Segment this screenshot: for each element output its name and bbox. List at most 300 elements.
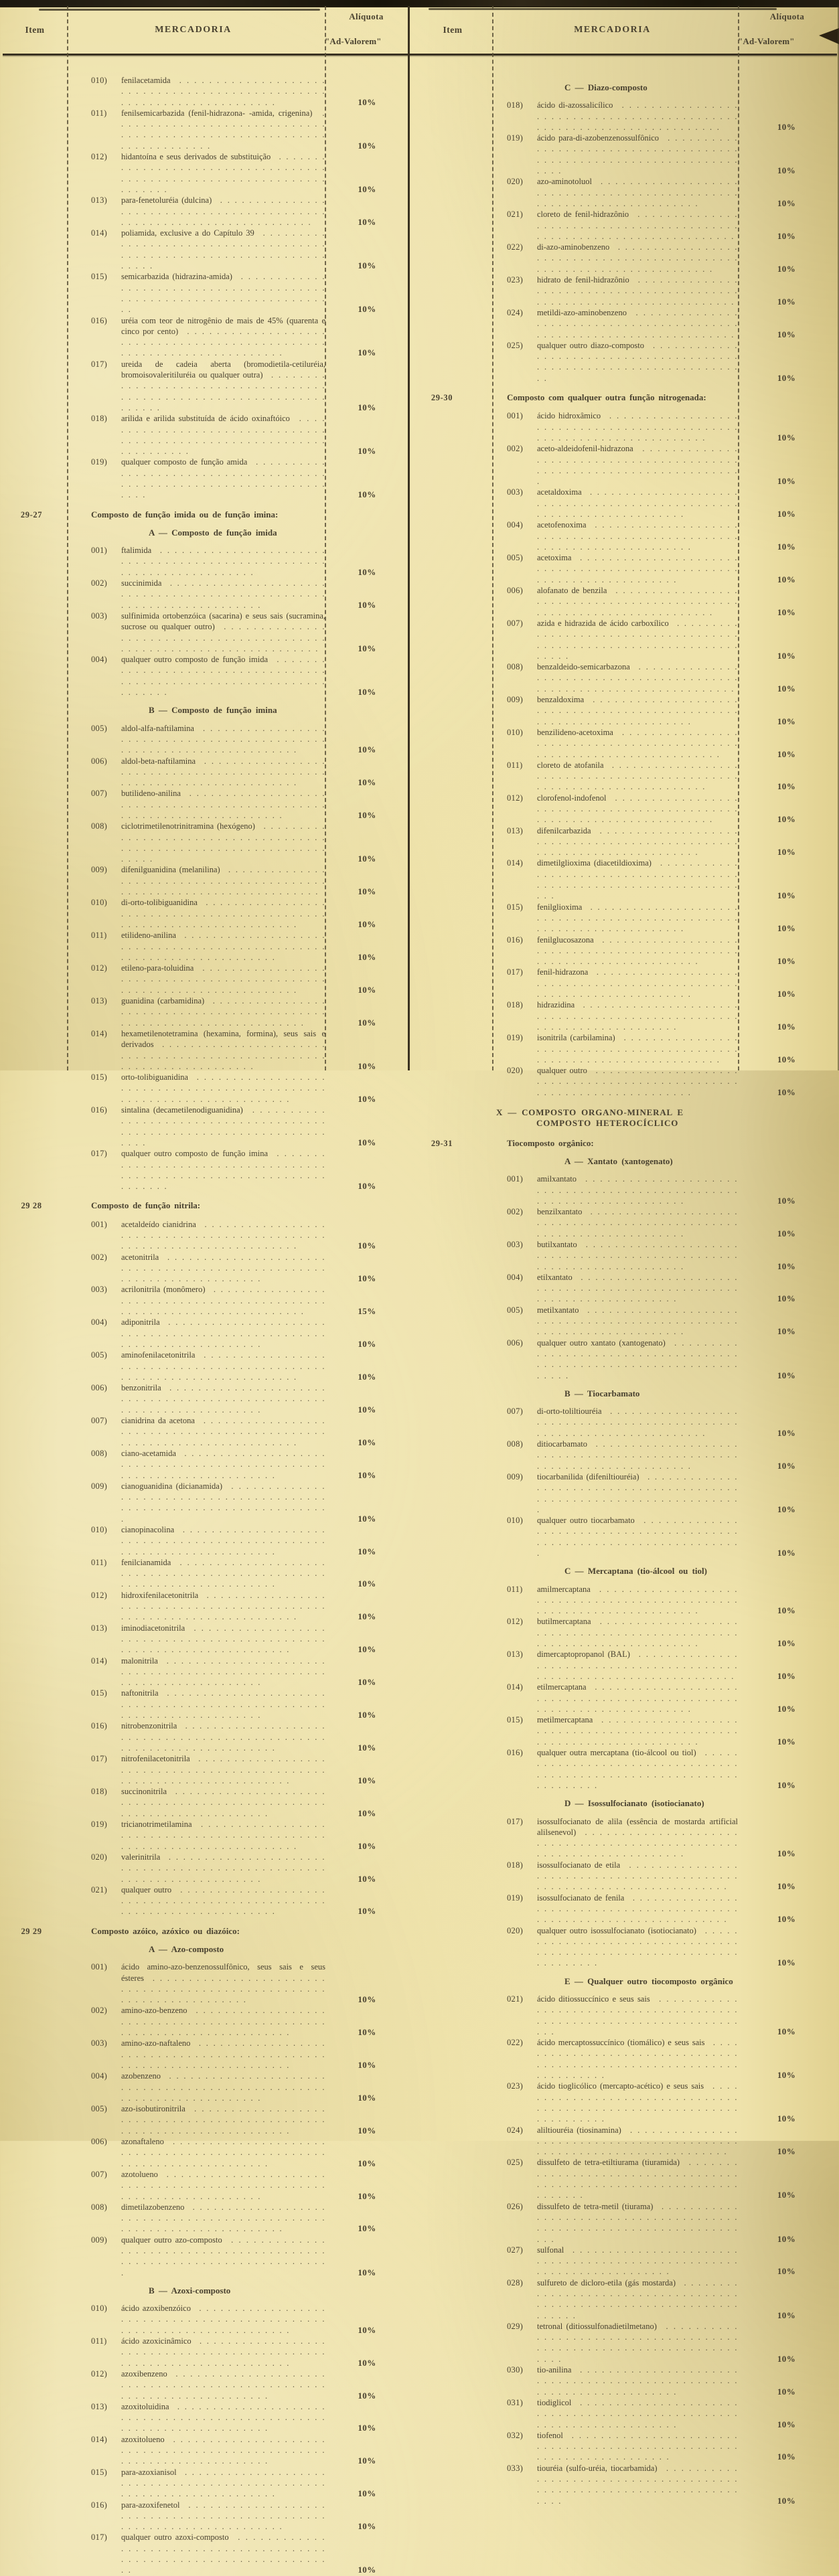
row-description: semicarbazida (hidrazina-amida) . . . xyxy=(121,271,325,315)
row-number: 007) xyxy=(91,2169,108,2179)
row-description: fenilacetamida . . . xyxy=(121,75,325,108)
row-rate: 10% xyxy=(777,989,796,999)
table-row xyxy=(91,1557,408,1590)
row-rate: 10% xyxy=(358,2390,376,2401)
row-description: qualquer outro tiocarbamato . . . xyxy=(537,1515,738,1558)
table-row xyxy=(91,2235,408,2278)
row-description: butilideno-anilina . . . xyxy=(121,788,325,821)
table-row xyxy=(507,176,835,209)
row-description: para-azoxifenetol . . . xyxy=(121,2500,325,2532)
subsection-heading: A — Xantato (xantogenato) xyxy=(564,1155,673,1166)
row-description: difenilcarbazida . . . xyxy=(537,825,738,858)
table-row xyxy=(507,1682,835,1714)
row-rate: 10% xyxy=(358,1611,376,1622)
row-rate: 10% xyxy=(777,1021,796,1032)
right-table xyxy=(413,6,839,2506)
row-number: 021) xyxy=(507,1994,524,2004)
table-row xyxy=(507,793,835,825)
row-description: sulfureto de dicloro-etila (gás mostarda) . . . xyxy=(537,2277,738,2321)
row-rate: 10% xyxy=(358,2158,376,2168)
row-number: 013) xyxy=(507,1649,524,1660)
row-rate: 10% xyxy=(777,2419,796,2429)
row-number: 008) xyxy=(91,2202,108,2212)
table-row xyxy=(91,413,408,457)
row-rate: 10% xyxy=(358,140,376,151)
row-number: 011) xyxy=(91,931,107,941)
row-rate: 10% xyxy=(777,847,796,858)
table-row xyxy=(91,723,408,756)
row-rate: 10% xyxy=(358,1338,376,1349)
row-rate: 10% xyxy=(358,1469,376,1480)
row-description: uréia com teor de nitrogênio de mais de 45% (quarenta e cinco por cento) . . . xyxy=(121,315,325,359)
row-number: 016) xyxy=(91,315,108,325)
row-description: benzilxantato . . . xyxy=(537,1206,738,1239)
row-number: 011) xyxy=(91,1557,107,1567)
row-description: butilxantato . . . xyxy=(537,1239,738,1272)
row-number: 002) xyxy=(507,1207,524,1217)
row-rate: 10% xyxy=(777,121,796,132)
row-rate: 10% xyxy=(358,489,376,500)
row-description: iminodiacetonitrila . . . xyxy=(121,1623,325,1656)
row-rate: 10% xyxy=(777,476,796,487)
row-rate: 10% xyxy=(777,1914,796,1925)
row-rate: 10% xyxy=(777,781,796,792)
row-rate: 10% xyxy=(358,810,376,820)
row-description: ácido azoxicinâmico . . . xyxy=(121,2336,325,2368)
row-rate: 10% xyxy=(358,1710,376,1720)
table-row xyxy=(91,228,408,271)
row-rate: 10% xyxy=(777,508,796,519)
row-rate: 10% xyxy=(777,2451,796,2462)
row-rate: 10% xyxy=(777,230,796,241)
table-row xyxy=(91,315,408,359)
item-heading xyxy=(431,392,835,403)
row-description: azonaftaleno . . . xyxy=(121,2136,325,2169)
item-title: Composto de função imida ou de função imina: xyxy=(91,509,279,519)
row-description: isossulfocianato de fenila . . . xyxy=(537,1893,738,1925)
row-description: ácido ditiossuccínico e seus sais . . . xyxy=(537,1994,738,2037)
table-row xyxy=(507,1994,835,2037)
row-rate: 10% xyxy=(777,1881,796,1892)
row-rate: 10% xyxy=(358,2456,376,2466)
row-number: 015) xyxy=(91,2467,108,2477)
row-description: fenilglioxima . . . xyxy=(537,902,738,935)
row-description: aminofenilacetonitrila . . . xyxy=(121,1350,325,1382)
row-rate: 10% xyxy=(358,566,376,577)
row-description: azoxitoluidina . . . xyxy=(121,2401,325,2434)
row-number: 013) xyxy=(507,825,524,835)
row-description: azida e hidrazida de ácido carboxílico . . . xyxy=(537,618,738,661)
row-description: hidroxifenilacetonitrila . . . xyxy=(121,1590,325,1623)
row-rate: 10% xyxy=(358,2423,376,2433)
row-description: ftalimida . . . xyxy=(121,545,325,578)
row-number: 002) xyxy=(507,444,524,454)
table-row xyxy=(507,1174,835,1206)
row-number: 019) xyxy=(507,133,524,143)
row-rate: 10% xyxy=(358,1437,376,1447)
table-row xyxy=(507,1616,835,1649)
row-description: azotolueno . . . xyxy=(121,2169,325,2202)
row-rate: 10% xyxy=(777,2113,796,2124)
subsection-heading: D — Isossulfocianato (isotiocianato) xyxy=(564,1798,704,1809)
row-number: 007) xyxy=(91,1416,108,1426)
row-description: dimetilazobenzeno . . . xyxy=(121,2202,325,2235)
row-description: amino-azo-naftaleno . . . xyxy=(121,2038,325,2071)
row-description: naftonitrila . . . xyxy=(121,1688,325,1720)
row-number: 004) xyxy=(91,2071,108,2081)
row-rate: 10% xyxy=(358,1240,376,1251)
item-code: 29-30 xyxy=(431,393,453,403)
row-description: fenilcianamida . . . xyxy=(121,1557,325,1590)
table-row xyxy=(91,195,408,228)
table-row xyxy=(91,1884,408,1917)
row-number: 013) xyxy=(91,2401,108,2411)
row-number: 009) xyxy=(507,695,524,705)
row-rate: 10% xyxy=(777,2495,796,2506)
table-row xyxy=(507,1471,835,1515)
table-row xyxy=(507,2463,835,2506)
row-number: 017) xyxy=(91,2532,108,2543)
row-description: sulfonal . . . xyxy=(537,2245,738,2277)
row-description: ácido hidroxâmico . . . xyxy=(537,410,738,443)
row-rate: 10% xyxy=(777,1957,796,1968)
row-number: 006) xyxy=(507,1338,524,1348)
table-row xyxy=(507,999,835,1032)
table-row xyxy=(91,2136,408,2169)
table-row xyxy=(507,1239,835,1272)
table-row xyxy=(91,1448,408,1481)
row-rate: 10% xyxy=(777,2310,796,2320)
row-rate: 10% xyxy=(358,854,376,864)
row-description: nitrofenilacetonitrila . . . xyxy=(121,1753,325,1786)
row-description: acetaldoxima . . . xyxy=(537,487,738,519)
subsection-heading: E — Qualquer outro tiocomposto orgânico xyxy=(564,1976,733,1986)
row-description: clorofenol-indofenol . . . xyxy=(537,793,738,825)
table-row xyxy=(91,1219,408,1252)
row-rate: 10% xyxy=(358,1093,376,1104)
chapter-heading-line: X — COMPOSTO ORGANO-MINERAL E xyxy=(496,1107,684,1118)
row-description: di-orto-tolibiguanidina . . . xyxy=(121,897,325,930)
table-row xyxy=(507,1925,835,1969)
table-row xyxy=(91,2467,408,2500)
table-row xyxy=(507,661,835,694)
row-number: 009) xyxy=(91,2235,108,2245)
row-number: 012) xyxy=(91,1590,108,1600)
table-row xyxy=(91,2401,408,2434)
row-description: acetofenoxima . . . xyxy=(537,519,738,552)
row-description: ácido amino-azo-benzenossulfônico, seus sais e seus ésteres . . . xyxy=(121,1961,325,2005)
row-description: amino-azo-benzeno . . . xyxy=(121,2005,325,2038)
table-row xyxy=(91,151,408,195)
left-table-body xyxy=(3,57,410,2575)
row-rate: 10% xyxy=(777,197,796,208)
table-row xyxy=(507,1893,835,1925)
table-row xyxy=(91,897,408,930)
row-number: 018) xyxy=(507,100,524,110)
row-number: 028) xyxy=(507,2277,524,2287)
row-number: 004) xyxy=(507,520,524,530)
table-row xyxy=(91,788,408,821)
table-row xyxy=(91,271,408,315)
table-row xyxy=(91,1852,408,1884)
row-description: azo-isobutironitrila . . . xyxy=(121,2103,325,2136)
row-rate: 10% xyxy=(358,2565,376,2575)
subsection-heading: B — Tiocarbamato xyxy=(564,1388,640,1398)
row-number: 013) xyxy=(91,996,108,1006)
row-description: dissulfeto de tetra-metil (tiurama) . . . xyxy=(537,2201,738,2245)
row-rate: 10% xyxy=(777,2266,796,2277)
row-description: malonitrila . . . xyxy=(121,1656,325,1688)
row-number: 004) xyxy=(91,1317,108,1327)
table-row xyxy=(91,654,408,698)
row-rate: 10% xyxy=(777,2070,796,2081)
row-rate: 10% xyxy=(358,744,376,755)
row-rate: 10% xyxy=(777,1670,796,1681)
row-description: qualquer outro isossulfocianato (isotiocianato) . . . xyxy=(537,1925,738,1969)
table-row xyxy=(91,2202,408,2235)
row-rate: 10% xyxy=(777,1293,796,1304)
row-rate: 10% xyxy=(358,599,376,610)
row-description: dimetilglioxima (diacetildioxima) . . . xyxy=(537,858,738,901)
row-description: tetronal (ditiossulfonadietilmetano) . . . xyxy=(537,2321,738,2364)
row-rate: 10% xyxy=(358,2190,376,2201)
row-number: 002) xyxy=(91,578,108,588)
row-description: aldol-alfa-naftilamina . . . xyxy=(121,723,325,756)
row-rate: 10% xyxy=(777,1638,796,1649)
row-rate: 10% xyxy=(358,96,376,107)
table-row xyxy=(91,1317,408,1350)
row-rate: 10% xyxy=(358,687,376,698)
row-number: 016) xyxy=(91,1721,108,1731)
row-rate: 10% xyxy=(358,2324,376,2335)
row-number: 008) xyxy=(507,1439,524,1449)
row-number: 004) xyxy=(507,1272,524,1282)
row-number: 029) xyxy=(507,2321,524,2331)
table-row xyxy=(507,2201,835,2245)
item-heading xyxy=(21,1200,408,1211)
table-row xyxy=(91,2532,408,2575)
row-number: 020) xyxy=(507,177,524,187)
item-heading xyxy=(431,1137,835,1149)
row-number: 013) xyxy=(91,1623,108,1633)
row-number: 021) xyxy=(507,210,524,220)
table-row xyxy=(91,2169,408,2202)
row-description: di-azo-aminobenzeno . . . xyxy=(537,242,738,274)
row-number: 015) xyxy=(91,272,108,282)
table-row xyxy=(507,209,835,242)
table-row xyxy=(91,108,408,151)
row-description: para-fenetoluréia (dulcina) . . . xyxy=(121,195,325,228)
row-rate: 10% xyxy=(358,1807,376,1818)
row-number: 032) xyxy=(507,2430,524,2440)
right-table-body xyxy=(413,57,839,2506)
table-row xyxy=(507,1747,835,1791)
row-number: 012) xyxy=(91,152,108,162)
row-number: 005) xyxy=(91,2104,108,2114)
row-rate: 10% xyxy=(777,296,796,307)
row-rate: 10% xyxy=(777,329,796,339)
table-row xyxy=(91,75,408,108)
row-number: 008) xyxy=(91,1448,108,1458)
row-rate: 10% xyxy=(358,304,376,315)
table-row xyxy=(91,2005,408,2038)
table-row xyxy=(91,2103,408,2136)
table-row xyxy=(507,694,835,727)
row-number: 006) xyxy=(507,586,524,596)
row-description: hexametilenotetramina (hexamina, formina), seus sais e derivados . . . xyxy=(121,1028,325,1072)
aliquota-label: Alíquota xyxy=(769,11,805,21)
row-description: qualquer outra mercaptana (tio-álcool ou tiol) . . . xyxy=(537,1747,738,1791)
table-row xyxy=(507,935,835,967)
table-row xyxy=(91,1481,408,1524)
row-number: 022) xyxy=(507,2038,524,2048)
table-row xyxy=(507,1206,835,1239)
row-rate: 10% xyxy=(358,1873,376,1884)
row-rate: 10% xyxy=(358,1579,376,1589)
row-number: 006) xyxy=(91,1383,108,1393)
row-number: 021) xyxy=(91,1884,108,1895)
row-rate: 10% xyxy=(777,1548,796,1558)
item-title: Tiocomposto orgânico: xyxy=(507,1137,594,1148)
table-row xyxy=(507,410,835,443)
table-row xyxy=(507,1032,835,1065)
row-rate: 10% xyxy=(777,541,796,552)
row-description: ácido azoxibenzóico . . . xyxy=(121,2303,325,2336)
row-number: 014) xyxy=(91,228,108,238)
row-description: cloreto de fenil-hidrazônio . . . xyxy=(537,209,738,242)
row-description: azo-aminotoluol . . . xyxy=(537,176,738,209)
row-number: 002) xyxy=(91,1252,108,1262)
table-row xyxy=(507,2081,835,2124)
table-row xyxy=(91,2500,408,2532)
row-rate: 10% xyxy=(358,1677,376,1688)
table-row xyxy=(507,1816,835,1860)
row-number: 017) xyxy=(507,1816,524,1826)
table-row xyxy=(91,1688,408,1720)
row-description: ácido mercaptossuccínico (tiomálico) e seus sais . . . xyxy=(537,2037,738,2081)
table-row xyxy=(507,242,835,274)
row-rate: 10% xyxy=(358,2488,376,2499)
row-description: sintalina (decametilenodiguanidina) . . . xyxy=(121,1105,325,1148)
table-row xyxy=(91,756,408,789)
row-number: 003) xyxy=(507,1239,524,1249)
left-table xyxy=(3,6,410,2575)
row-rate: 10% xyxy=(358,2092,376,2103)
row-description: ciano-acetamida . . . xyxy=(121,1448,325,1481)
row-rate: 10% xyxy=(358,1906,376,1917)
table-row xyxy=(91,963,408,995)
table-row xyxy=(507,2037,835,2081)
table-row xyxy=(507,274,835,307)
row-description: adiponitrila . . . xyxy=(121,1317,325,1350)
row-number: 006) xyxy=(91,756,108,766)
row-rate: 10% xyxy=(358,2521,376,2532)
column-header-mercadoria: MERCADORIA xyxy=(574,24,651,35)
row-number: 005) xyxy=(91,723,108,733)
row-description: acetonitrila . . . xyxy=(121,1252,325,1285)
table-row xyxy=(91,545,408,578)
table-row xyxy=(91,1148,408,1192)
table-row xyxy=(507,100,835,133)
row-description: hidrazidina . . . xyxy=(537,999,738,1032)
row-rate: 10% xyxy=(777,1195,796,1206)
row-rate: 10% xyxy=(777,1370,796,1380)
table-row xyxy=(91,1252,408,1285)
row-description: dissulfeto de tetra-etiltiurama (tiuramida) . . . xyxy=(537,2157,738,2200)
row-number: 025) xyxy=(507,2158,524,2168)
table-row xyxy=(507,307,835,340)
row-description: azoxibenzeno . . . xyxy=(121,2368,325,2401)
row-number: 017) xyxy=(507,967,524,977)
row-description: valerinitrila . . . xyxy=(121,1852,325,1884)
table-row xyxy=(91,1623,408,1656)
row-number: 018) xyxy=(91,1787,108,1797)
table-row xyxy=(91,1720,408,1753)
item-code: 29-27 xyxy=(20,509,43,519)
row-rate: 10% xyxy=(777,1779,796,1790)
row-number: 006) xyxy=(91,2137,108,2147)
row-description: aceto-aldeidofenil-hidrazona . . . xyxy=(537,443,738,487)
row-description: acetaldeído cianidrina . . . xyxy=(121,1219,325,1252)
row-number: 008) xyxy=(507,662,524,672)
row-number: 025) xyxy=(507,340,524,350)
row-number: 008) xyxy=(91,821,108,831)
row-number: 009) xyxy=(91,1481,108,1491)
row-number: 030) xyxy=(507,2365,524,2375)
row-number: 003) xyxy=(507,487,524,497)
row-description: isonitrila (carbilamina) . . . xyxy=(537,1032,738,1065)
table-row xyxy=(507,967,835,999)
row-rate: 10% xyxy=(777,923,796,934)
row-rate: 10% xyxy=(358,260,376,271)
row-description: succinonitrila . . . xyxy=(121,1786,325,1819)
row-rate: 10% xyxy=(358,1546,376,1556)
row-description: etilxantato . . . xyxy=(537,1272,738,1305)
row-number: 014) xyxy=(507,1682,524,1692)
table-row xyxy=(507,1439,835,1471)
row-number: 011) xyxy=(507,760,523,770)
right-table-header xyxy=(413,6,839,54)
row-number: 007) xyxy=(507,1406,524,1417)
table-row xyxy=(507,727,835,760)
row-number: 026) xyxy=(507,2201,524,2211)
row-description: benzonitrila . . . xyxy=(121,1382,325,1415)
row-rate: 10% xyxy=(777,1460,796,1471)
row-number: 005) xyxy=(507,553,524,563)
row-number: 001) xyxy=(507,411,524,421)
row-description: benzilideno-acetoxima . . . xyxy=(537,727,738,760)
table-row xyxy=(507,552,835,585)
row-description: etileno-para-toluidina . . . xyxy=(121,963,325,995)
row-number: 010) xyxy=(91,76,108,85)
row-description: amilmercaptana . . . xyxy=(537,1584,738,1617)
row-description: fenilsemicarbazida (fenil-hidrazona- -amida, crigenina) . . . xyxy=(121,108,325,151)
table-row xyxy=(507,2125,835,2158)
row-description: cianoguanidina (dicianamida) . . . xyxy=(121,1481,325,1524)
row-number: 015) xyxy=(507,902,524,912)
row-number: 017) xyxy=(91,359,108,369)
subsection-heading: B — Composto de função imina xyxy=(149,705,277,716)
row-description: guanidina (carbamidina) . . . xyxy=(121,995,325,1028)
row-description: azoxitolueno . . . xyxy=(121,2434,325,2467)
row-number: 011) xyxy=(91,2336,107,2346)
row-description: tiodiglicol . . . xyxy=(537,2397,738,2430)
row-description: acetoxima . . . xyxy=(537,552,738,585)
table-row xyxy=(91,611,408,654)
row-rate: 10% xyxy=(777,432,796,442)
table-row xyxy=(507,2321,835,2364)
row-description: hidrato de fenil-hidrazônio . . . xyxy=(537,274,738,307)
